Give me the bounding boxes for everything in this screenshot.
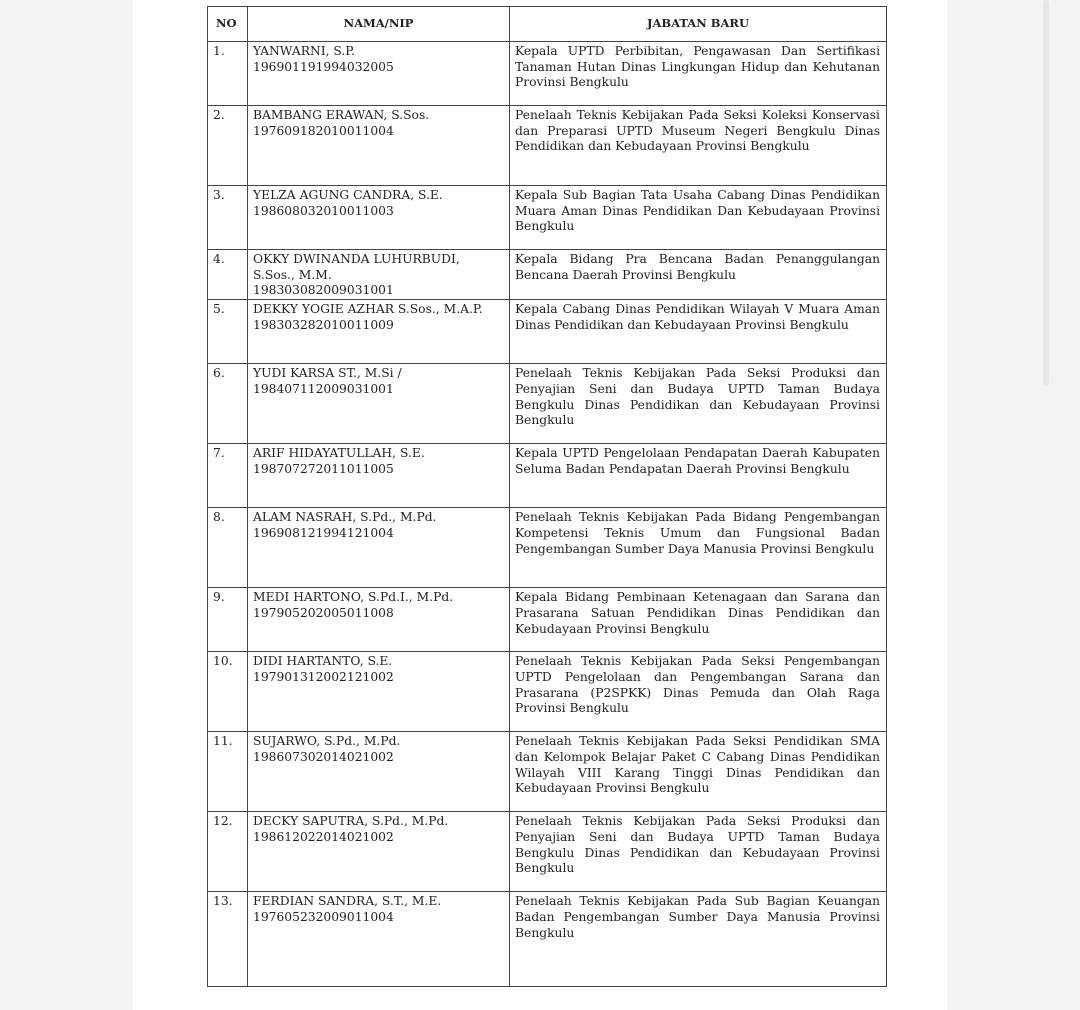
employee-nip: 197609182010011004 <box>253 123 394 138</box>
new-position: Penelaah Teknis Kebijakan Pada Seksi Produksi dan Penyajian Seni dan Budaya UPTD Taman Budaya Bengkulu Dinas Pendidikan dan Kebudayaan Provinsi Bengkulu <box>510 812 887 892</box>
employee-name: FERDIAN SANDRA, S.T., M.E. <box>253 894 442 909</box>
row-number: 11. <box>208 732 248 812</box>
personnel-table <box>207 6 887 987</box>
name-nip-cell <box>248 250 510 300</box>
employee-name: ALAM NASRAH, S.Pd., M.Pd. <box>253 510 437 525</box>
table-row <box>208 300 887 364</box>
employee-nip: 197901312002121002 <box>253 669 394 684</box>
name-nip-cell <box>248 42 510 106</box>
table-row <box>208 186 887 250</box>
name-nip-cell <box>248 588 510 652</box>
new-position: Penelaah Teknis Kebijakan Pada Seksi Pendidikan SMA dan Kelompok Belajar Paket C Cabang Dinas Pendidikan Wilayah VIII Karang Tinggi Dinas Pendidikan dan Kebudayaan Provinsi Bengkulu <box>510 732 887 812</box>
row-number: 6. <box>208 364 248 444</box>
new-position: Penelaah Teknis Kebijakan Pada Seksi Pengembangan UPTD Pengelolaan dan Pengembangan Sarana dan Prasarana (P2SPKK) Dinas Pemuda dan Olah Raga Provinsi Bengkulu <box>510 652 887 732</box>
employee-name: DEKKY YOGIE AZHAR S.Sos., M.A.P. <box>253 302 483 317</box>
table-header-row <box>208 7 887 42</box>
name-nip-cell <box>248 300 510 364</box>
employee-name: DECKY SAPUTRA, S.Pd., M.Pd. <box>253 814 449 829</box>
employee-nip: 197605232009011004 <box>253 909 394 924</box>
row-number: 12. <box>208 812 248 892</box>
row-number: 2. <box>208 106 248 186</box>
name-nip-cell <box>248 812 510 892</box>
new-position: Kepala Bidang Pra Bencana Badan Penanggulangan Bencana Daerah Provinsi Bengkulu <box>510 250 887 300</box>
table-row <box>208 106 887 186</box>
employee-name: YUDI KARSA ST., M.Si / <box>253 366 402 381</box>
table-row <box>208 444 887 508</box>
name-nip-cell <box>248 652 510 732</box>
employee-name: YELZA AGUNG CANDRA, S.E. <box>253 188 443 202</box>
table-row <box>208 364 887 444</box>
row-number: 7. <box>208 444 248 508</box>
employee-nip: 198303082009031001 <box>253 283 394 298</box>
row-number: 9. <box>208 588 248 652</box>
row-number: 1. <box>208 42 248 106</box>
row-number: 13. <box>208 892 248 987</box>
employee-nip: 197905202005011008 <box>253 605 394 620</box>
table-row <box>208 812 887 892</box>
new-position: Penelaah Teknis Kebijakan Pada Bidang Pengembangan Kompetensi Teknis Umum dan Fungsional Badan Pengembangan Sumber Daya Manusia Provinsi Bengkulu <box>510 508 887 588</box>
employee-name: MEDI HARTONO, S.Pd.I., M.Pd. <box>253 590 454 605</box>
header-jabatan-baru: JABATAN BARU <box>510 7 887 42</box>
new-position: Kepala UPTD Pengelolaan Pendapatan Daerah Kabupaten Seluma Badan Pendapatan Daerah Provinsi Bengkulu <box>510 444 887 508</box>
new-position: Kepala UPTD Perbibitan, Pengawasan Dan Sertifikasi Tanaman Hutan Dinas Lingkungan Hidup dan Kehutanan Provinsi Bengkulu <box>510 42 887 106</box>
table-row <box>208 732 887 812</box>
name-nip-cell <box>248 508 510 588</box>
table-row <box>208 42 887 106</box>
employee-nip: 198607302014021002 <box>253 749 394 764</box>
employee-nip: 198407112009031001 <box>253 381 394 396</box>
header-no: NO <box>208 7 248 42</box>
name-nip-cell <box>248 364 510 444</box>
name-nip-cell <box>248 892 510 987</box>
employee-name: YANWARNI, S.P. <box>253 44 355 58</box>
table-row <box>208 652 887 732</box>
vertical-scrollbar[interactable] <box>1043 0 1049 385</box>
row-number: 5. <box>208 300 248 364</box>
name-nip-cell <box>248 106 510 186</box>
new-position: Penelaah Teknis Kebijakan Pada Seksi Produksi dan Penyajian Seni dan Budaya UPTD Taman Budaya Bengkulu Dinas Pendidikan dan Kebudayaan Provinsi Bengkulu <box>510 364 887 444</box>
new-position: Kepala Sub Bagian Tata Usaha Cabang Dinas Pendidikan Muara Aman Dinas Pendidikan Dan Kebudayaan Provinsi Bengkulu <box>510 186 887 250</box>
row-number: 10. <box>208 652 248 732</box>
row-number: 8. <box>208 508 248 588</box>
employee-name: BAMBANG ERAWAN, S.Sos. <box>253 108 430 122</box>
row-number: 4. <box>208 250 248 300</box>
employee-nip: 198608032010011003 <box>253 203 394 218</box>
new-position: Penelaah Teknis Kebijakan Pada Seksi Koleksi Konservasi dan Preparasi UPTD Museum Negeri Bengkulu Dinas Pendidikan dan Kebudayaan Provinsi Bengkulu <box>510 106 887 186</box>
employee-nip: 198303282010011009 <box>253 317 394 332</box>
name-nip-cell <box>248 732 510 812</box>
new-position: Penelaah Teknis Kebijakan Pada Sub Bagian Keuangan Badan Pengembangan Sumber Daya Manusia Provinsi Bengkulu <box>510 892 887 987</box>
name-nip-cell <box>248 186 510 250</box>
header-nama-nip: NAMA/NIP <box>248 7 510 42</box>
table-row <box>208 588 887 652</box>
employee-nip: 196901191994032005 <box>253 59 394 74</box>
table-row <box>208 508 887 588</box>
employee-nip: 198612022014021002 <box>253 829 394 844</box>
employee-nip: 198707272011011005 <box>253 461 394 476</box>
employee-name: ARIF HIDAYATULLAH, S.E. <box>253 446 425 461</box>
table-row <box>208 250 887 300</box>
employee-name: SUJARWO, S.Pd., M.Pd. <box>253 734 401 749</box>
employee-name: OKKY DWINANDA LUHURBUDI, S.Sos., M.M. <box>253 252 460 282</box>
employee-nip: 196908121994121004 <box>253 525 394 540</box>
name-nip-cell <box>248 444 510 508</box>
new-position: Kepala Bidang Pembinaan Ketenagaan dan Sarana dan Prasarana Satuan Pendidikan Dinas Pendidikan dan Kebudayaan Provinsi Bengkulu <box>510 588 887 652</box>
new-position: Kepala Cabang Dinas Pendidikan Wilayah V Muara Aman Dinas Pendidikan dan Kebudayaan Provinsi Bengkulu <box>510 300 887 364</box>
employee-name: DIDI HARTANTO, S.E. <box>253 654 393 669</box>
table-row <box>208 892 887 987</box>
row-number: 3. <box>208 186 248 250</box>
